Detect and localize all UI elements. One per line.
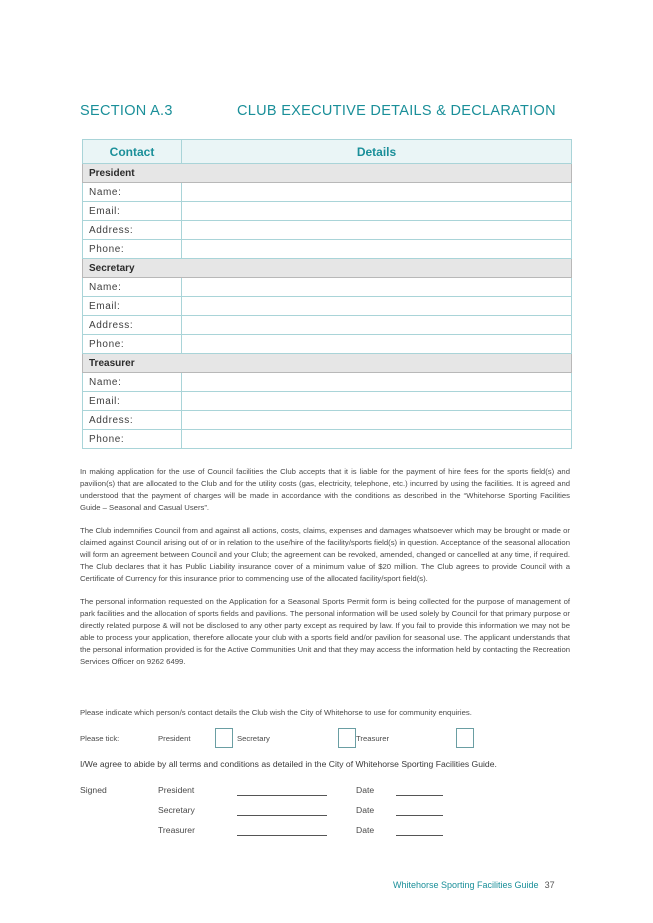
treasurer-phone-input[interactable] <box>182 430 572 449</box>
agreement-statement: I/We agree to abide by all terms and conditions as detailed in the City of Whitehorse Sporting Facilities Guide. <box>80 759 497 769</box>
field-label: Email: <box>83 202 182 221</box>
paragraph-liability: In making application for the use of Council facilities the Club accepts that it is liable for the payment of hire fees for the sports field(s) and pavilion(s) that are allocated to the Club and for the utility costs (gas, electricity, telephone, etc.) incurred by using the facilities. It is agreed and understood that the payment of charges will be made in accordance with the conditions as described in the “Whitehorse Sporting Facilities Guide – Seasonal and Casual Users”. <box>80 467 570 512</box>
group-label: Secretary <box>83 259 572 278</box>
president-email-input[interactable] <box>182 202 572 221</box>
treasurer-checkbox[interactable] <box>456 728 474 748</box>
declaration-text <box>80 466 570 679</box>
president-checkbox[interactable] <box>215 728 233 748</box>
table-row <box>83 221 572 240</box>
group-label: Treasurer <box>83 354 572 373</box>
signed-label: Signed <box>80 785 107 795</box>
secretary-date-field[interactable] <box>396 815 443 816</box>
table-row <box>83 335 572 354</box>
paragraph-privacy: The personal information requested on the Application for a Seasonal Sports Permit form is being collected for the purpose of management of park facilities and the allocation of sports fields and pavilions. The personal information will be used solely by Council for that primary purpose or directly related purpose & will not be disclosed to any other party except as required by law. If you fail to provide this information we may not be able to process your application, therefore allocate your club with a sports field and/or pavilion for seasonal use. The applicant understands that the personal information provided is for the Active Communities Unit and that they may access the information held by contacting the Recreation Services Officer on 9262 6499. <box>80 597 570 666</box>
page-number: 37 <box>544 880 555 890</box>
table-row <box>83 316 572 335</box>
president-address-input[interactable] <box>182 221 572 240</box>
table-row <box>83 240 572 259</box>
tick-option-label: President <box>158 734 191 743</box>
field-label: Email: <box>83 392 182 411</box>
date-label: Date <box>356 805 375 815</box>
table-row <box>83 202 572 221</box>
footer-title: Whitehorse Sporting Facilities Guide <box>393 880 539 890</box>
section-header <box>80 103 580 123</box>
group-row-secretary <box>83 259 572 278</box>
header-contact: Contact <box>83 140 182 164</box>
field-label: Phone: <box>83 335 182 354</box>
table-row <box>83 278 572 297</box>
field-label: Email: <box>83 297 182 316</box>
table-row <box>83 411 572 430</box>
treasurer-name-input[interactable] <box>182 373 572 392</box>
table-row <box>83 392 572 411</box>
signature-row-president <box>80 785 480 799</box>
tick-label: Please tick: <box>80 734 120 743</box>
tick-option-label: Treasurer <box>356 734 390 743</box>
secretary-signature-field[interactable] <box>237 815 327 816</box>
signature-role: President <box>158 785 195 795</box>
field-label: Name: <box>83 373 182 392</box>
field-label: Phone: <box>83 240 182 259</box>
treasurer-date-field[interactable] <box>396 835 443 836</box>
group-label: President <box>83 164 572 183</box>
signature-role: Treasurer <box>158 825 195 835</box>
contact-question: Please indicate which person/s contact details the Club wish the City of Whitehorse to use for community enquiries. <box>80 708 472 717</box>
group-row-treasurer <box>83 354 572 373</box>
secretary-email-input[interactable] <box>182 297 572 316</box>
date-label: Date <box>356 825 375 835</box>
secretary-phone-input[interactable] <box>182 335 572 354</box>
treasurer-address-input[interactable] <box>182 411 572 430</box>
signature-role: Secretary <box>158 805 195 815</box>
treasurer-email-input[interactable] <box>182 392 572 411</box>
signature-row-treasurer <box>80 825 480 839</box>
field-label: Address: <box>83 316 182 335</box>
table-row <box>83 297 572 316</box>
signature-row-secretary <box>80 805 480 819</box>
header-details: Details <box>182 140 572 164</box>
president-signature-field[interactable] <box>237 795 327 796</box>
section-title: CLUB EXECUTIVE DETAILS & DECLARATION <box>237 103 556 119</box>
group-row-president <box>83 164 572 183</box>
secretary-checkbox[interactable] <box>338 728 356 748</box>
field-label: Address: <box>83 411 182 430</box>
paragraph-indemnity: The Club indemnifies Council from and against all actions, costs, claims, expenses and damages whatsoever which may be brought or made or claimed against Council arising out of or in relation to the use/hire of the facility/sports field(s) in question. Acceptance of the seasonal allocation will form an agreement between Council and your Club; the agreement can be revoked, amended, changed or cancelled at any time, if required. The Club declares that it has Public Liability insurance cover of a minimum value of $20 million. The Club agrees to provide Council with a Certificate of Currency for this insurance prior to commencing use of the allocated facility/sport field(s). <box>80 526 570 583</box>
treasurer-signature-field[interactable] <box>237 835 327 836</box>
section-id: SECTION A.3 <box>80 103 173 119</box>
table-row <box>83 183 572 202</box>
field-label: Name: <box>83 183 182 202</box>
field-label: Phone: <box>83 430 182 449</box>
tick-row <box>80 728 580 750</box>
secretary-name-input[interactable] <box>182 278 572 297</box>
president-phone-input[interactable] <box>182 240 572 259</box>
president-date-field[interactable] <box>396 795 443 796</box>
table-row <box>83 373 572 392</box>
secretary-address-input[interactable] <box>182 316 572 335</box>
field-label: Address: <box>83 221 182 240</box>
table-row <box>83 430 572 449</box>
contact-details-table <box>82 139 572 449</box>
table-header-row <box>83 140 572 164</box>
field-label: Name: <box>83 278 182 297</box>
tick-option-label: Secretary <box>237 734 270 743</box>
date-label: Date <box>356 785 375 795</box>
page-footer <box>393 880 555 890</box>
president-name-input[interactable] <box>182 183 572 202</box>
